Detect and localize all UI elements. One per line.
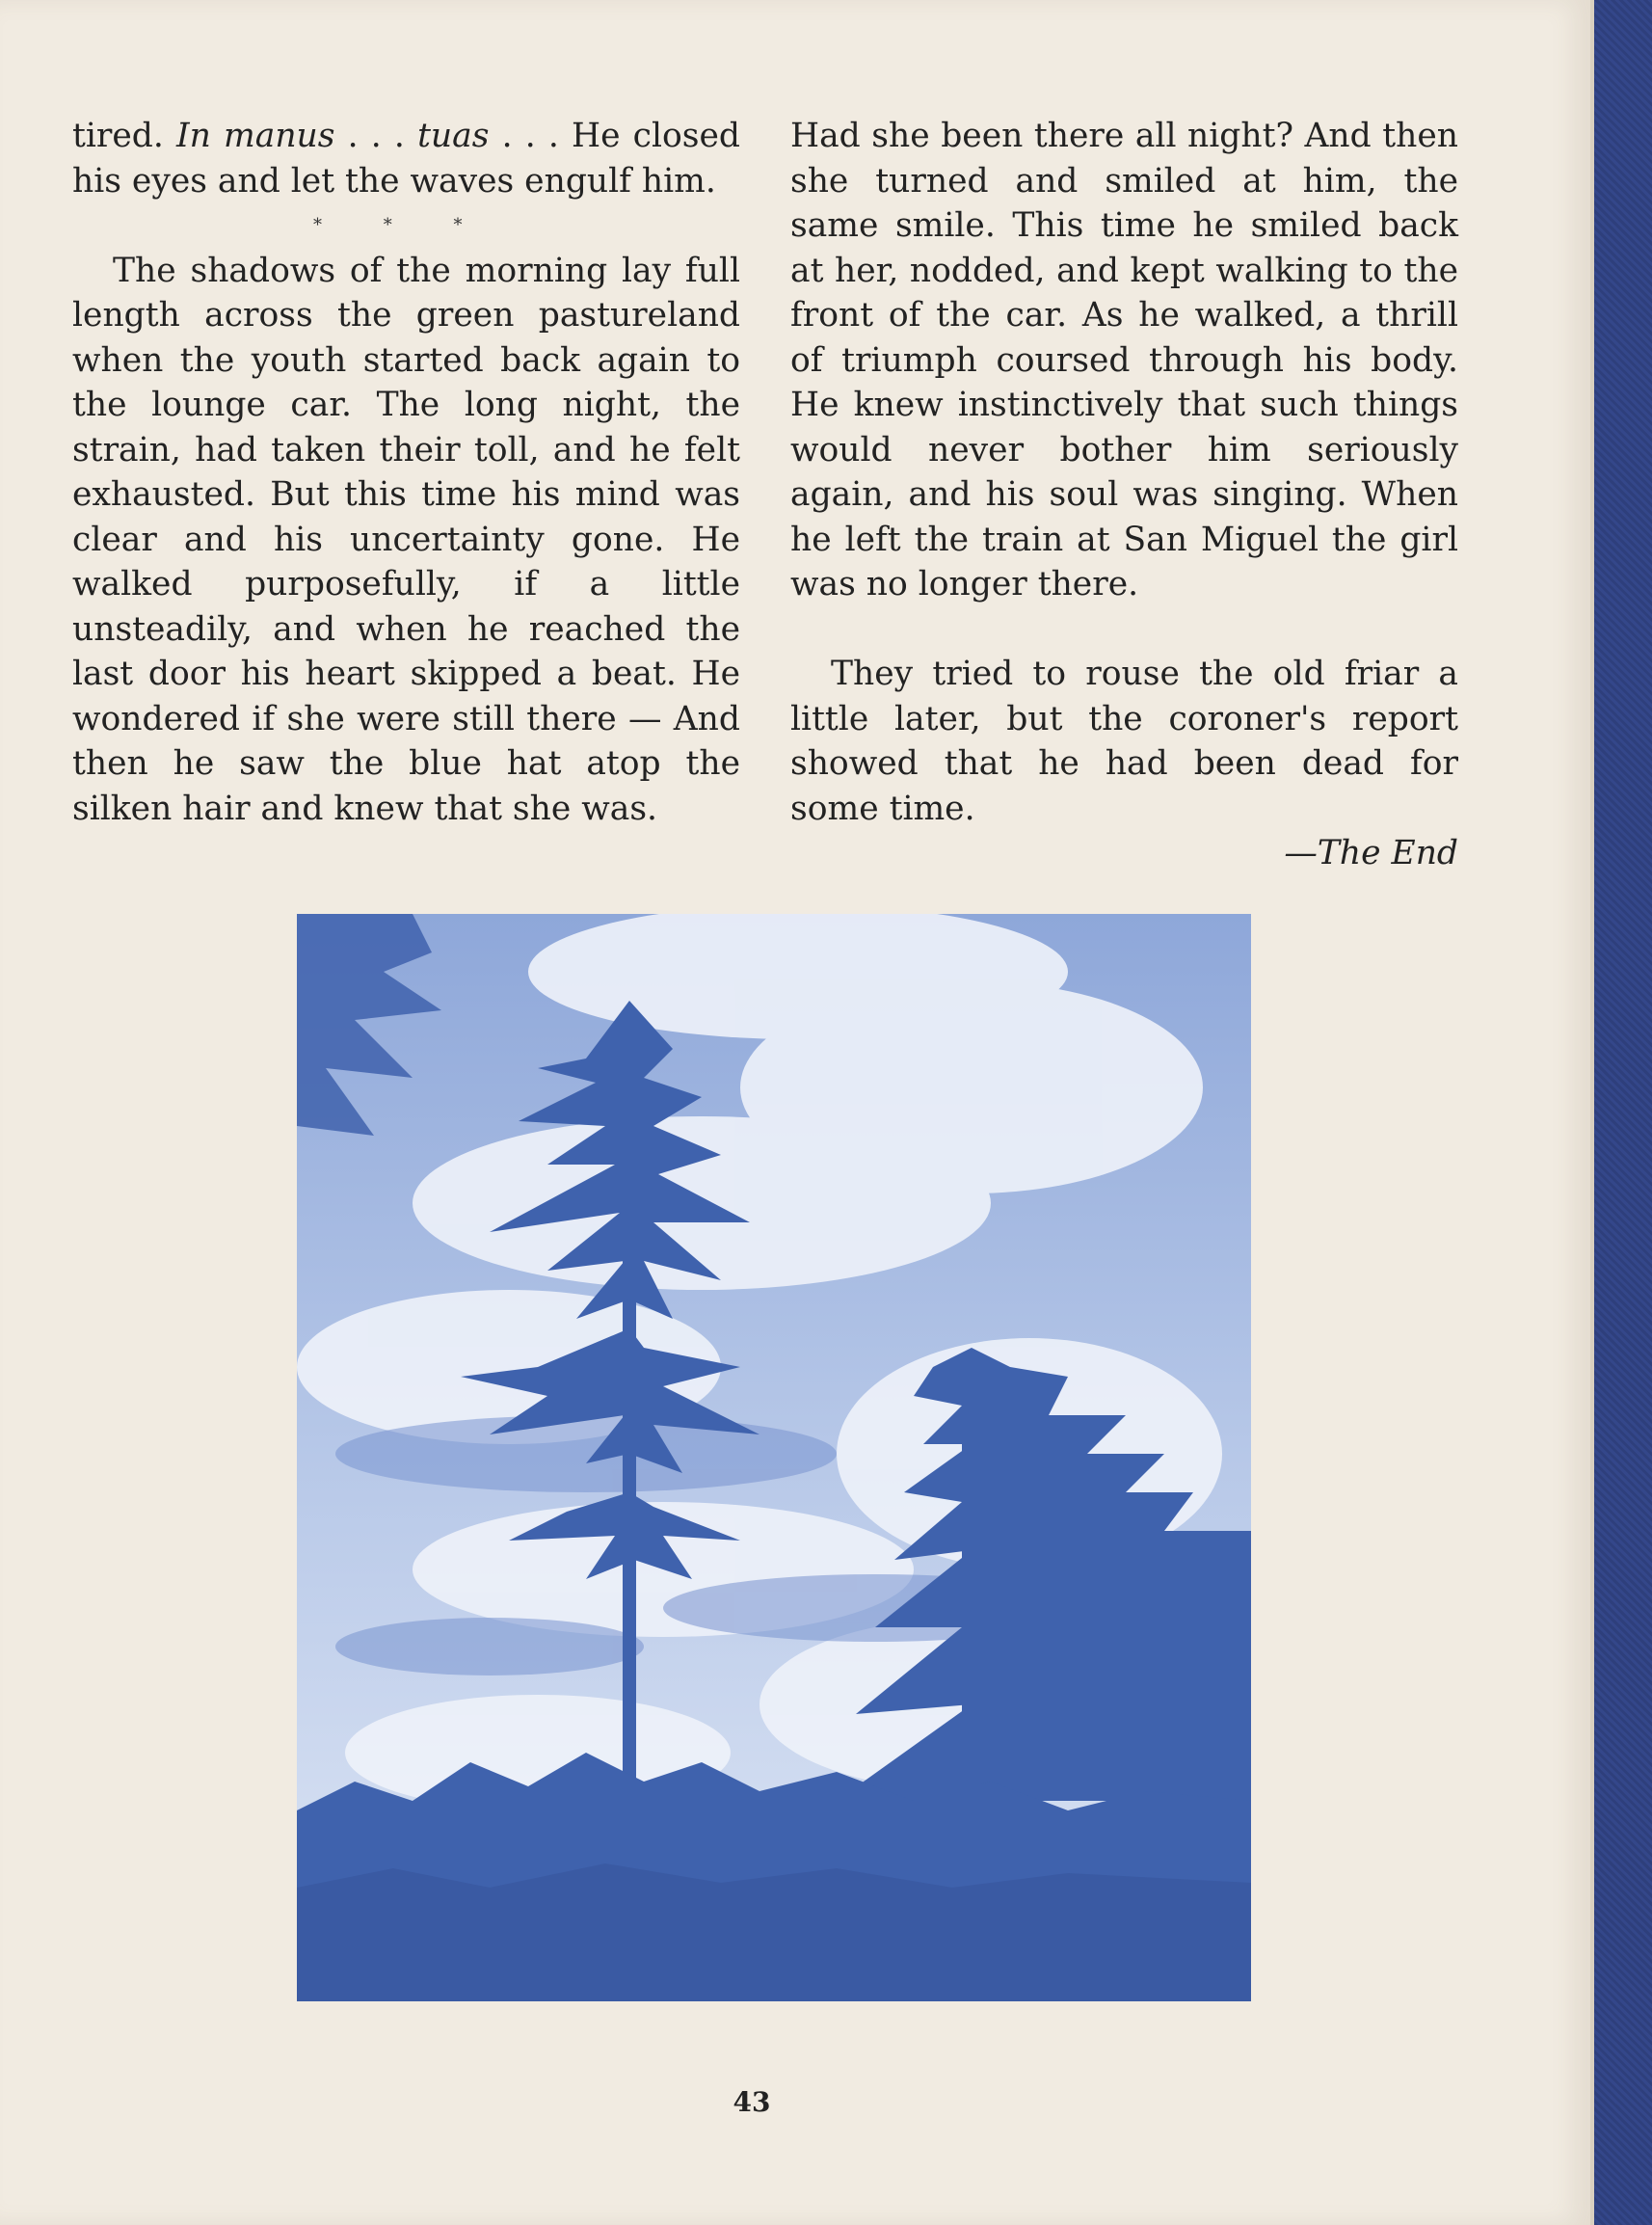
book-binding-edge [1590,0,1652,2225]
the-end-signoff: —The End [1284,834,1458,872]
page-number: 43 [733,2086,771,2118]
left-text-column [72,114,740,831]
latin-phrase-tuas: tuas [417,117,490,155]
paragraph-final-words [72,114,740,203]
text-run: . . . [334,117,418,155]
latin-phrase-in-manus: In manus [176,117,335,155]
paragraph-morning-shadows: The shadows of the morning lay full length across the green pastureland when the youth started back again to the lounge car. The long night, the strain, had taken their toll, and he felt exhausted. But this time his mind was clear and his uncertainty gone. He walked purposefully, if a little unsteadily, and when he reached the last door his heart skipped a beat. He wondered if she were still there — And then he saw the blue hat atop the silken hair and knew that she was. [72,251,740,828]
pine-trees-photo [297,914,1251,2001]
section-separator: * * * [313,215,463,235]
text-run: . . . He closed his eyes and let the waves engulf him. [72,117,740,201]
photo-illustration [297,914,1251,2001]
paragraph-old-friar: They tried to rouse the old friar a little later, but the coroner's report showed that he had been dead for some time. [790,655,1458,828]
right-text-column [790,114,1458,876]
text-run: tired. [72,117,177,155]
paragraph-had-she-been-there: Had she been there all night? And then she turned and smiled at him, the same smile. This time he smiled back at her, nodded, and kept walking to the front of the car. As he walked, a thrill of triumph coursed through his body. He knew instinctively that such things would never bother him seriously again, and his soul was singing. When he left the train at San Miguel the girl was no longer there. [790,117,1458,603]
